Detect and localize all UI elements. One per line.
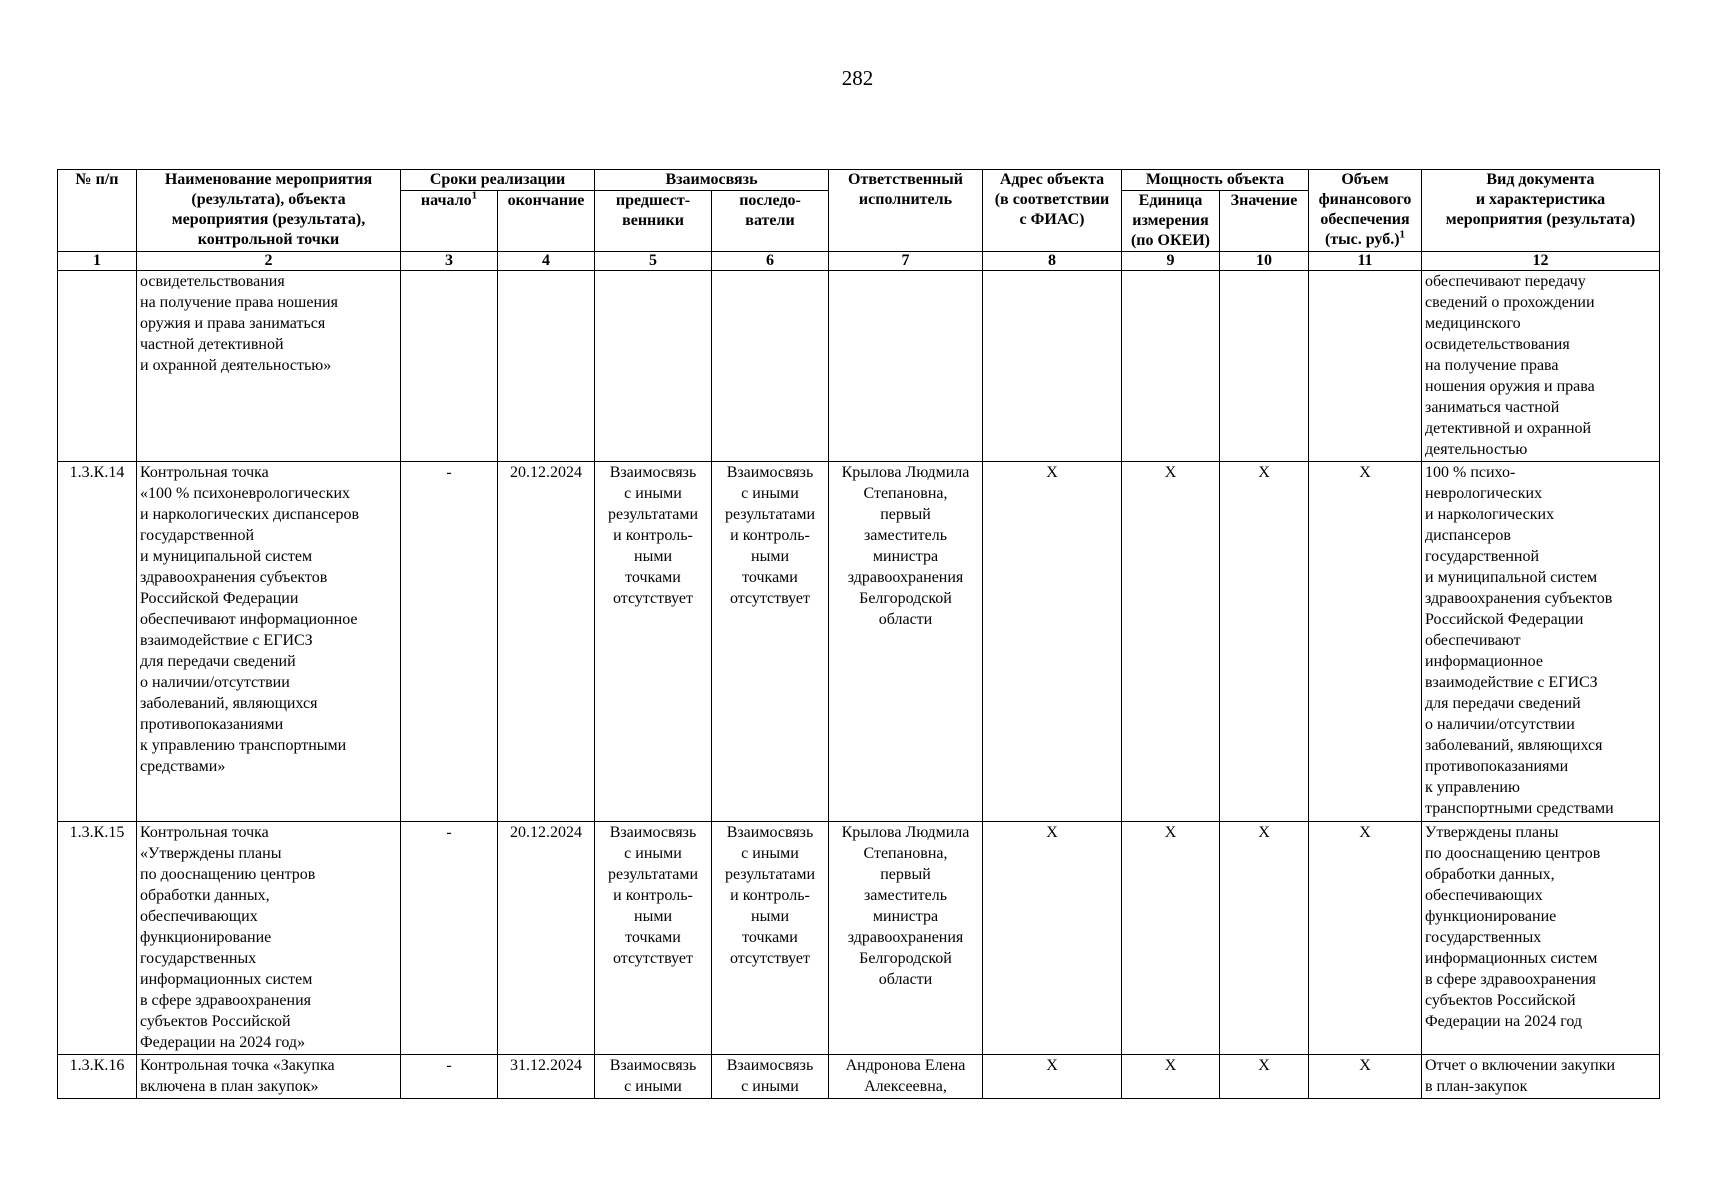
row-finance <box>1309 271 1422 462</box>
page-number: 282 <box>841 66 874 90</box>
row-successors: Взаимосвязь с иными результатами и контроль- ными точками отсутствует <box>712 822 829 1055</box>
column-number: 9 <box>1122 252 1220 271</box>
column-number: 7 <box>829 252 983 271</box>
row-address: Х <box>983 1055 1122 1099</box>
row-name: освидетельствования на получение права ношения оружия и права заниматься частной детективной и охранной деятельностью» <box>137 271 401 462</box>
row-unit <box>1122 271 1220 462</box>
row-successors: Взаимосвязь с иными <box>712 1055 829 1099</box>
header-value: Значение <box>1220 191 1309 252</box>
header-successors: последо- ватели <box>712 191 829 252</box>
row-num: 1.3.К.14 <box>58 462 137 822</box>
row-start: - <box>401 1055 498 1099</box>
header-finance-text: Объем финансового обеспечения (тыс. руб.) <box>1318 171 1412 248</box>
column-number: 6 <box>712 252 829 271</box>
row-unit: Х <box>1122 462 1220 822</box>
row-predecessors: Взаимосвязь с иными результатами и контроль- ными точками отсутствует <box>595 822 712 1055</box>
row-doc: 100 % психо- неврологических и наркологических диспансеров государственной и муниципальной систем здравоохранения субъектов Российской Федерации обеспечивают информационное взаимодействие с ЕГИСЗ для передачи сведений о наличии/отсутствии заболеваний, являющихся противопоказаниями к управлению транспортными средствами <box>1422 462 1660 822</box>
table-row <box>58 822 1660 1055</box>
header-name: Наименование мероприятия (результата), объекта мероприятия (результата), контрольной точки <box>137 170 401 252</box>
row-finance: Х <box>1309 1055 1422 1099</box>
row-address: Х <box>983 462 1122 822</box>
header-unit: Единица измерения (по ОКЕИ) <box>1122 191 1220 252</box>
row-end: 31.12.2024 <box>498 1055 595 1099</box>
column-number: 4 <box>498 252 595 271</box>
row-value: Х <box>1220 462 1309 822</box>
row-value <box>1220 271 1309 462</box>
column-number: 1 <box>58 252 137 271</box>
row-finance: Х <box>1309 822 1422 1055</box>
row-end: 20.12.2024 <box>498 822 595 1055</box>
row-responsible: Крылова Людмила Степановна, первый заместитель министра здравоохранения Белгородской области <box>829 822 983 1055</box>
row-num: 1.3.К.16 <box>58 1055 137 1099</box>
row-predecessors <box>595 271 712 462</box>
row-name: Контрольная точка «100 % психоневрологических и наркологических диспансеров государственной и муниципальной систем здравоохранения субъектов Российской Федерации обеспечивают информационное взаимодействие с ЕГИСЗ для передачи сведений о наличии/отсутствии заболеваний, являющихся противопоказаниями к управлению транспортными средствами» <box>137 462 401 822</box>
header-doc: Вид документа и характеристика мероприятия (результата) <box>1422 170 1660 252</box>
row-doc: Отчет о включении закупки в план-закупок <box>1422 1055 1660 1099</box>
header-predecessors: предшест- венники <box>595 191 712 252</box>
row-value: Х <box>1220 822 1309 1055</box>
header-row-1 <box>58 170 1660 191</box>
row-end <box>498 271 595 462</box>
column-number: 10 <box>1220 252 1309 271</box>
table-row <box>58 462 1660 822</box>
column-number: 12 <box>1422 252 1660 271</box>
header-capacity: Мощность объекта <box>1122 170 1309 191</box>
row-address <box>983 271 1122 462</box>
row-num: 1.3.К.15 <box>58 822 137 1055</box>
header-address: Адрес объекта (в соответствии с ФИАС) <box>983 170 1122 252</box>
header-finance-footnote: 1 <box>1399 228 1406 241</box>
column-number: 5 <box>595 252 712 271</box>
activity-table <box>57 169 1660 1099</box>
header-end: окончание <box>498 191 595 252</box>
header-start-text: начало <box>420 192 472 209</box>
column-number: 2 <box>137 252 401 271</box>
header-start-footnote: 1 <box>471 190 478 202</box>
row-num <box>58 271 137 462</box>
row-responsible: Андронова Елена Алексеевна, <box>829 1055 983 1099</box>
row-responsible: Крылова Людмила Степановна, первый заместитель министра здравоохранения Белгородской области <box>829 462 983 822</box>
row-start: - <box>401 822 498 1055</box>
row-unit: Х <box>1122 822 1220 1055</box>
row-responsible <box>829 271 983 462</box>
row-predecessors: Взаимосвязь с иными результатами и контроль- ными точками отсутствует <box>595 462 712 822</box>
column-number: 11 <box>1309 252 1422 271</box>
header-terms: Сроки реализации <box>401 170 595 191</box>
row-finance: Х <box>1309 462 1422 822</box>
header-start <box>401 191 498 252</box>
header-relation: Взаимосвязь <box>595 170 829 191</box>
row-successors <box>712 271 829 462</box>
row-successors: Взаимосвязь с иными результатами и контроль- ными точками отсутствует <box>712 462 829 822</box>
row-start: - <box>401 462 498 822</box>
row-name: Контрольная точка «Утверждены планы по дооснащению центров обработки данных, обеспечивающих функционирование государственных информационных систем в сфере здравоохранения субъектов Российской Федерации на 2024 год» <box>137 822 401 1055</box>
row-address: Х <box>983 822 1122 1055</box>
column-number-row <box>58 252 1660 271</box>
header-responsible: Ответственный исполнитель <box>829 170 983 252</box>
row-predecessors: Взаимосвязь с иными <box>595 1055 712 1099</box>
row-unit: Х <box>1122 1055 1220 1099</box>
row-value: Х <box>1220 1055 1309 1099</box>
row-doc: Утверждены планы по дооснащению центров обработки данных, обеспечивающих функционирование государственных информационных систем в сфере здравоохранения субъектов Российской Федерации на 2024 год <box>1422 822 1660 1055</box>
header-num: № п/п <box>58 170 137 252</box>
row-end: 20.12.2024 <box>498 462 595 822</box>
column-number: 8 <box>983 252 1122 271</box>
table-row <box>58 271 1660 462</box>
table-row <box>58 1055 1660 1099</box>
header-finance <box>1309 170 1422 252</box>
row-start <box>401 271 498 462</box>
row-doc: обеспечивают передачу сведений о прохождении медицинского освидетельствования на получение права ношения оружия и права заниматься частной детективной и охранной деятельностью <box>1422 271 1660 462</box>
column-number: 3 <box>401 252 498 271</box>
row-name: Контрольная точка «Закупка включена в план закупок» <box>137 1055 401 1099</box>
